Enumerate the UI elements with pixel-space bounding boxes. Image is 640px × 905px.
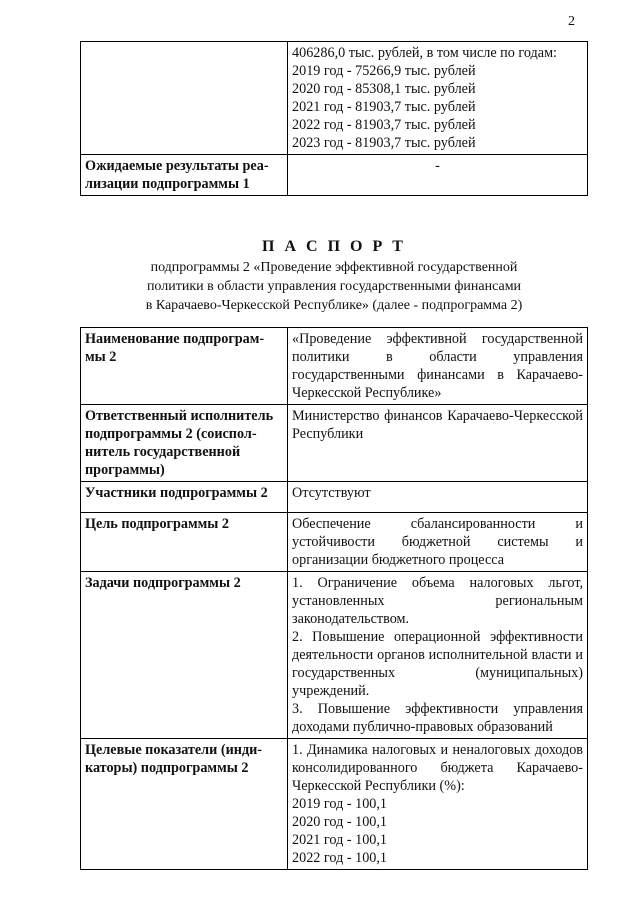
- passport-title: П А С П О Р Т: [262, 238, 406, 255]
- funding-line: 2022 год - 81903,7 тыс. рублей: [292, 117, 476, 133]
- executor-label-line: подпрограммы 2 (соиспол-: [85, 426, 257, 442]
- name-label-line: Наименование подпрограм-: [85, 331, 265, 347]
- executor-label-line: программы): [85, 462, 165, 478]
- results-value: -: [288, 155, 588, 196]
- executor-label-line: Ответственный исполнитель: [85, 408, 274, 424]
- task-item: 3. Повышение эффективности управления доходами публично-правовых образований: [292, 701, 583, 735]
- tasks-label: Задачи подпрограммы 2: [81, 572, 288, 739]
- executor-row: [81, 405, 588, 482]
- task-item: 2. Повышение операционной эффективности деятельности органов исполнительной власти и государственных (муниципальных) учреждений.: [292, 629, 583, 699]
- indicator-year: 2020 год - 100,1: [292, 814, 388, 830]
- funding-value-cell: [288, 42, 588, 155]
- funding-table: [80, 41, 588, 196]
- name-label-line: мы 2: [85, 349, 117, 365]
- funding-line: 406286,0 тыс. рублей, в том числе по годам:: [292, 45, 557, 61]
- indicators-intro: 1. Динамика налоговых и неналоговых доходов консолидированного бюджета Карачаево-Черкесской Республики (%):: [292, 742, 583, 794]
- indicator-year: 2019 год - 100,1: [292, 796, 388, 812]
- participants-value: Отсутствуют: [288, 482, 588, 513]
- funding-line: 2019 год - 75266,9 тыс. рублей: [292, 63, 476, 79]
- tasks-value: [288, 572, 588, 739]
- funding-line: 2021 год - 81903,7 тыс. рублей: [292, 99, 476, 115]
- participants-label: Участники подпрограммы 2: [81, 482, 288, 513]
- indicators-value: [288, 739, 588, 870]
- executor-value: Министерство финансов Карачаево-Черкесской Республики: [288, 405, 588, 482]
- page-number: 2: [568, 14, 575, 29]
- name-label: [81, 328, 288, 405]
- results-label-line: Ожидаемые результаты реа-: [85, 158, 269, 174]
- indicator-year: 2021 год - 100,1: [292, 832, 388, 848]
- results-label-line: лизации подпрограммы 1: [85, 176, 250, 192]
- goal-value: Обеспечение сбалансированности и устойчивости бюджетной системы и организации бюджетного процесса: [288, 513, 588, 572]
- funding-label-cell: [81, 42, 288, 155]
- indicators-label: [81, 739, 288, 870]
- task-item: 1. Ограничение объема налоговых льгот, установленных региональным законодательством.: [292, 575, 583, 627]
- goal-row: [81, 513, 588, 572]
- results-label: [81, 155, 288, 196]
- results-row: [81, 155, 588, 196]
- passport-subtitle-line: в Карачаево-Черкесской Республике» (далее - подпрограмма 2): [145, 298, 523, 313]
- name-value: «Проведение эффективной государственной политики в области управления государственными финансами в Карачаево-Черкесской Республике»: [288, 328, 588, 405]
- funding-row: [81, 42, 588, 155]
- indicators-label-line: каторы) подпрограммы 2: [85, 760, 249, 776]
- executor-label: [81, 405, 288, 482]
- name-row: [81, 328, 588, 405]
- funding-line: 2023 год - 81903,7 тыс. рублей: [292, 135, 476, 151]
- indicators-row: [81, 739, 588, 870]
- passport-header: [80, 238, 588, 315]
- participants-row: [81, 482, 588, 513]
- goal-label: Цель подпрограммы 2: [81, 513, 288, 572]
- passport-subtitle-line: политики в области управления государственными финансами: [146, 279, 522, 294]
- executor-label-line: нитель государственной: [85, 444, 241, 460]
- passport-subtitle-line: подпрограммы 2 «Проведение эффективной государственной: [150, 260, 518, 275]
- indicators-label-line: Целевые показатели (инди-: [85, 742, 263, 758]
- indicator-year: 2022 год - 100,1: [292, 850, 388, 866]
- funding-line: 2020 год - 85308,1 тыс. рублей: [292, 81, 476, 97]
- tasks-row: [81, 572, 588, 739]
- passport-table: [80, 327, 588, 870]
